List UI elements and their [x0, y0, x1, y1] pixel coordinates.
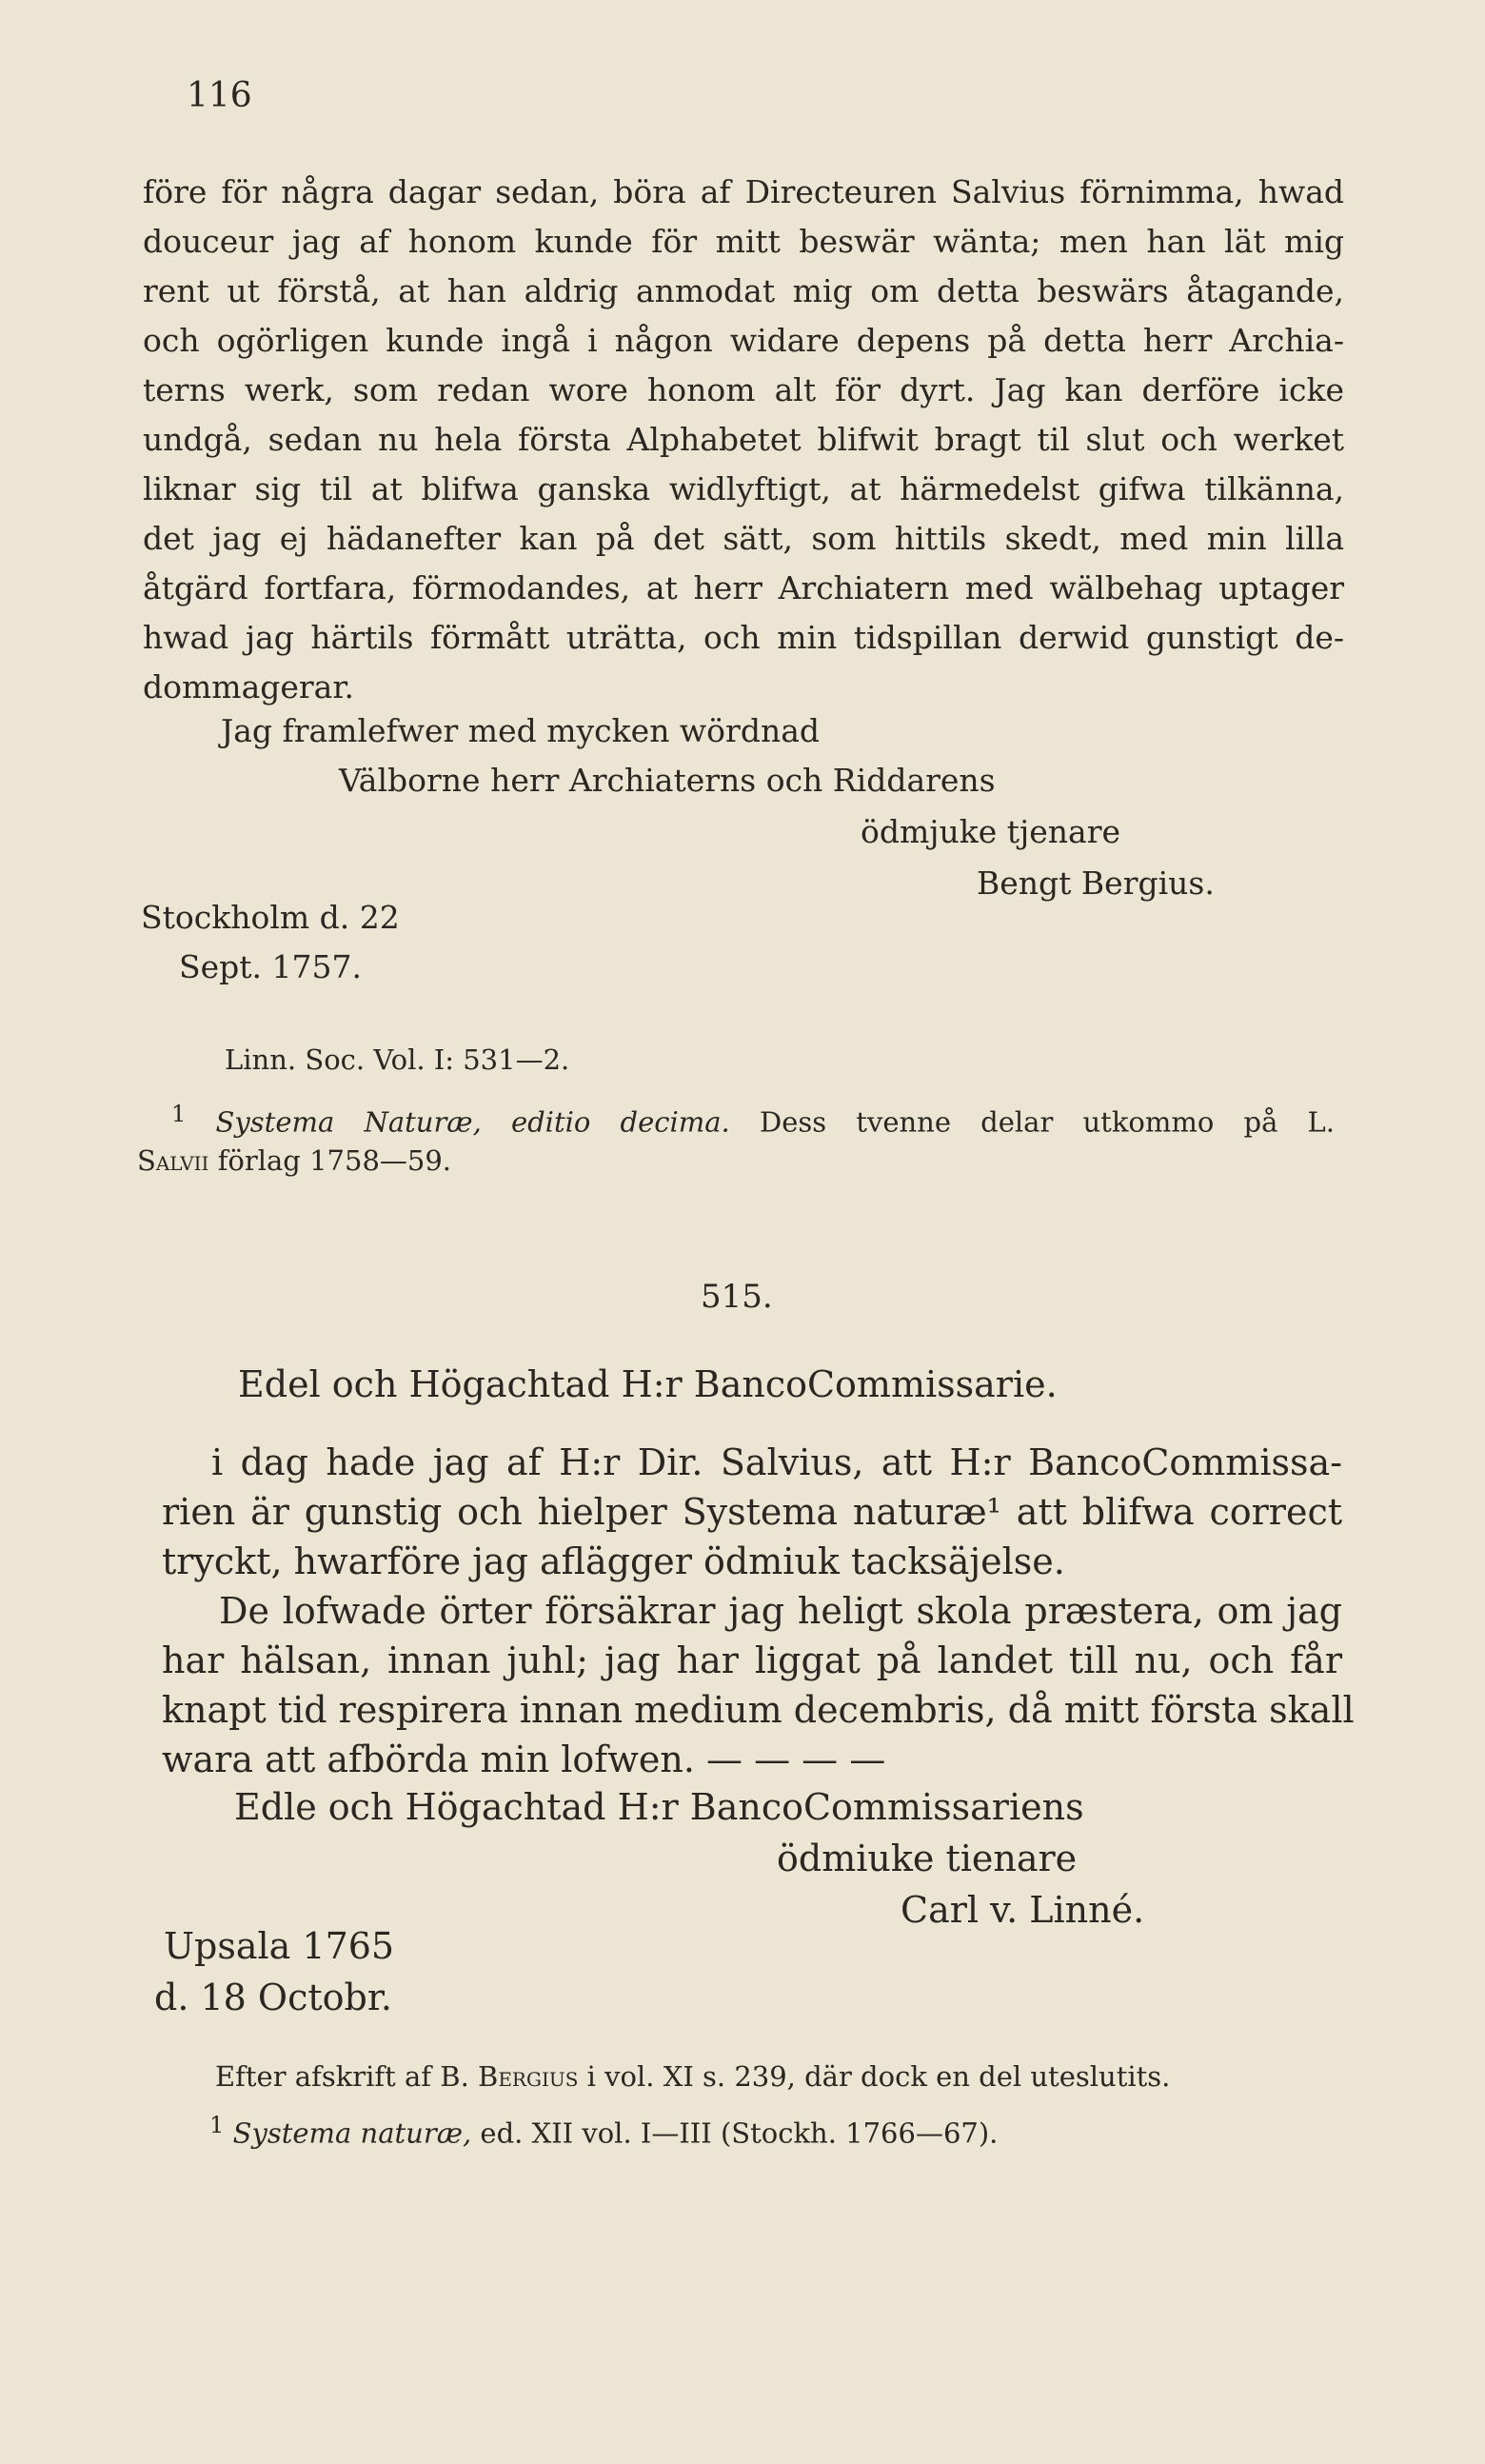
letter1-line-10: hwad jag härtils förmått uträtta, och min tidspillan derwid gunstigt de-: [143, 619, 1344, 656]
letter2-line-3: tryckt, hwarföre jag aflägger ödmiuk tacksäjelse.: [162, 1540, 1065, 1582]
letter1-line-6: undgå, sedan nu hela första Alphabetet blifwit bragt til slut och werket: [143, 421, 1344, 458]
page-number: 116: [187, 76, 252, 115]
letter1-closing-2: Välborne herr Archiaterns och Riddarens: [339, 762, 996, 799]
letter1-line-9: åtgärd fortfara, förmodandes, at herr Archiatern med wälbehag uptager: [143, 569, 1344, 606]
footnote-text: Dess tvenne delar utkommo på L.: [759, 1105, 1335, 1139]
letter1-line-7: liknar sig til at blifwa ganska widlyftigt, at härmedelst gifwa tilkänna,: [143, 470, 1344, 507]
footnote-text-2: förlag 1758—59.: [217, 1144, 452, 1177]
letter2-line-4: De lofwade örter försäkrar jag heligt skola præstera, om jag: [219, 1590, 1342, 1632]
letter1-closing-3: ödmjuke tjenare: [861, 813, 1121, 850]
letter2-closing-2: ödmiuke tienare: [777, 1838, 1078, 1879]
letter1-line-5: terns werk, som redan wore honom alt för dyrt. Jag kan derföre icke: [143, 371, 1344, 408]
footnote-title: Systema Naturæ, editio decima.: [215, 1105, 730, 1139]
letter2-closing-1: Edle och Högachtad H:r BancoCommissariens: [234, 1786, 1084, 1828]
note-pre: Efter afskrift af B.: [215, 2060, 469, 2093]
note-name: Bergius: [478, 2060, 579, 2093]
letter1-line-8: det jag ej hädanefter kan på det sätt, som hittils skedt, med min lilla: [143, 520, 1344, 557]
footnote-mark-2: 1: [209, 2112, 225, 2138]
letter1-source: Linn. Soc. Vol. I: 531—2.: [225, 1043, 570, 1076]
letter1-footnote-line-1: [171, 1101, 1335, 1139]
letter1-line-3: rent ut förstå, at han aldrig anmodat mig om detta beswärs åtagande,: [143, 272, 1344, 309]
letter2-line-6: knapt tid respirera innan medium decembris, då mitt första skall: [162, 1689, 1355, 1731]
letter1-place: Stockholm d. 22: [141, 899, 400, 936]
letter2-line-2: rien är gunstig och hielper Systema naturæ¹ att blifwa correct: [162, 1491, 1342, 1533]
footnote-mark: 1: [171, 1101, 187, 1127]
letter2-line-5: har hälsan, innan juhl; jag har liggat på landet till nu, och får: [162, 1639, 1342, 1681]
letter1-line-2: douceur jag af honom kunde för mitt beswär wänta; men han lät mig: [143, 223, 1344, 260]
letter2-place: Upsala 1765: [164, 1925, 395, 1967]
letter2-line-1: i dag hade jag af H:r Dir. Salvius, att H:r BancoCommissa-: [211, 1441, 1342, 1483]
letter2-footnote: [209, 2112, 998, 2150]
letter2-line-7: wara att afbörda min lofwen. — — — —: [162, 1739, 886, 1780]
letter2-heading: Edel och Högachtad H:r BancoCommissarie.: [238, 1363, 1058, 1405]
letter1-signature: Bengt Bergius.: [977, 864, 1215, 902]
footnote-text-3: ed. XII vol. I—III (Stockh. 1766—67).: [480, 2116, 999, 2150]
letter2-source-note: [215, 2060, 1170, 2093]
letter1-closing-1: Jag framlefwer med mycken wördnad: [221, 712, 820, 749]
note-post: i vol. XI s. 239, där dock en del uteslutits.: [586, 2060, 1171, 2093]
letter2-signature: Carl v. Linné.: [901, 1889, 1145, 1931]
letter1-date: Sept. 1757.: [179, 948, 362, 985]
footnote-title-2: Systema naturæ,: [232, 2116, 472, 2150]
letter-number: 515.: [701, 1278, 773, 1316]
letter1-line-4: och ogörligen kunde ingå i någon widare depens på detta herr Archia-: [143, 322, 1344, 359]
letter1-line-1: före för några dagar sedan, böra af Directeuren Salvius förnimma, hwad: [143, 173, 1344, 210]
footnote-publisher: Salvii: [137, 1144, 209, 1177]
letter2-date: d. 18 Octobr.: [154, 1977, 392, 2018]
letter1-line-11: dommagerar.: [143, 668, 354, 705]
letter1-footnote-line-2: [137, 1144, 451, 1177]
